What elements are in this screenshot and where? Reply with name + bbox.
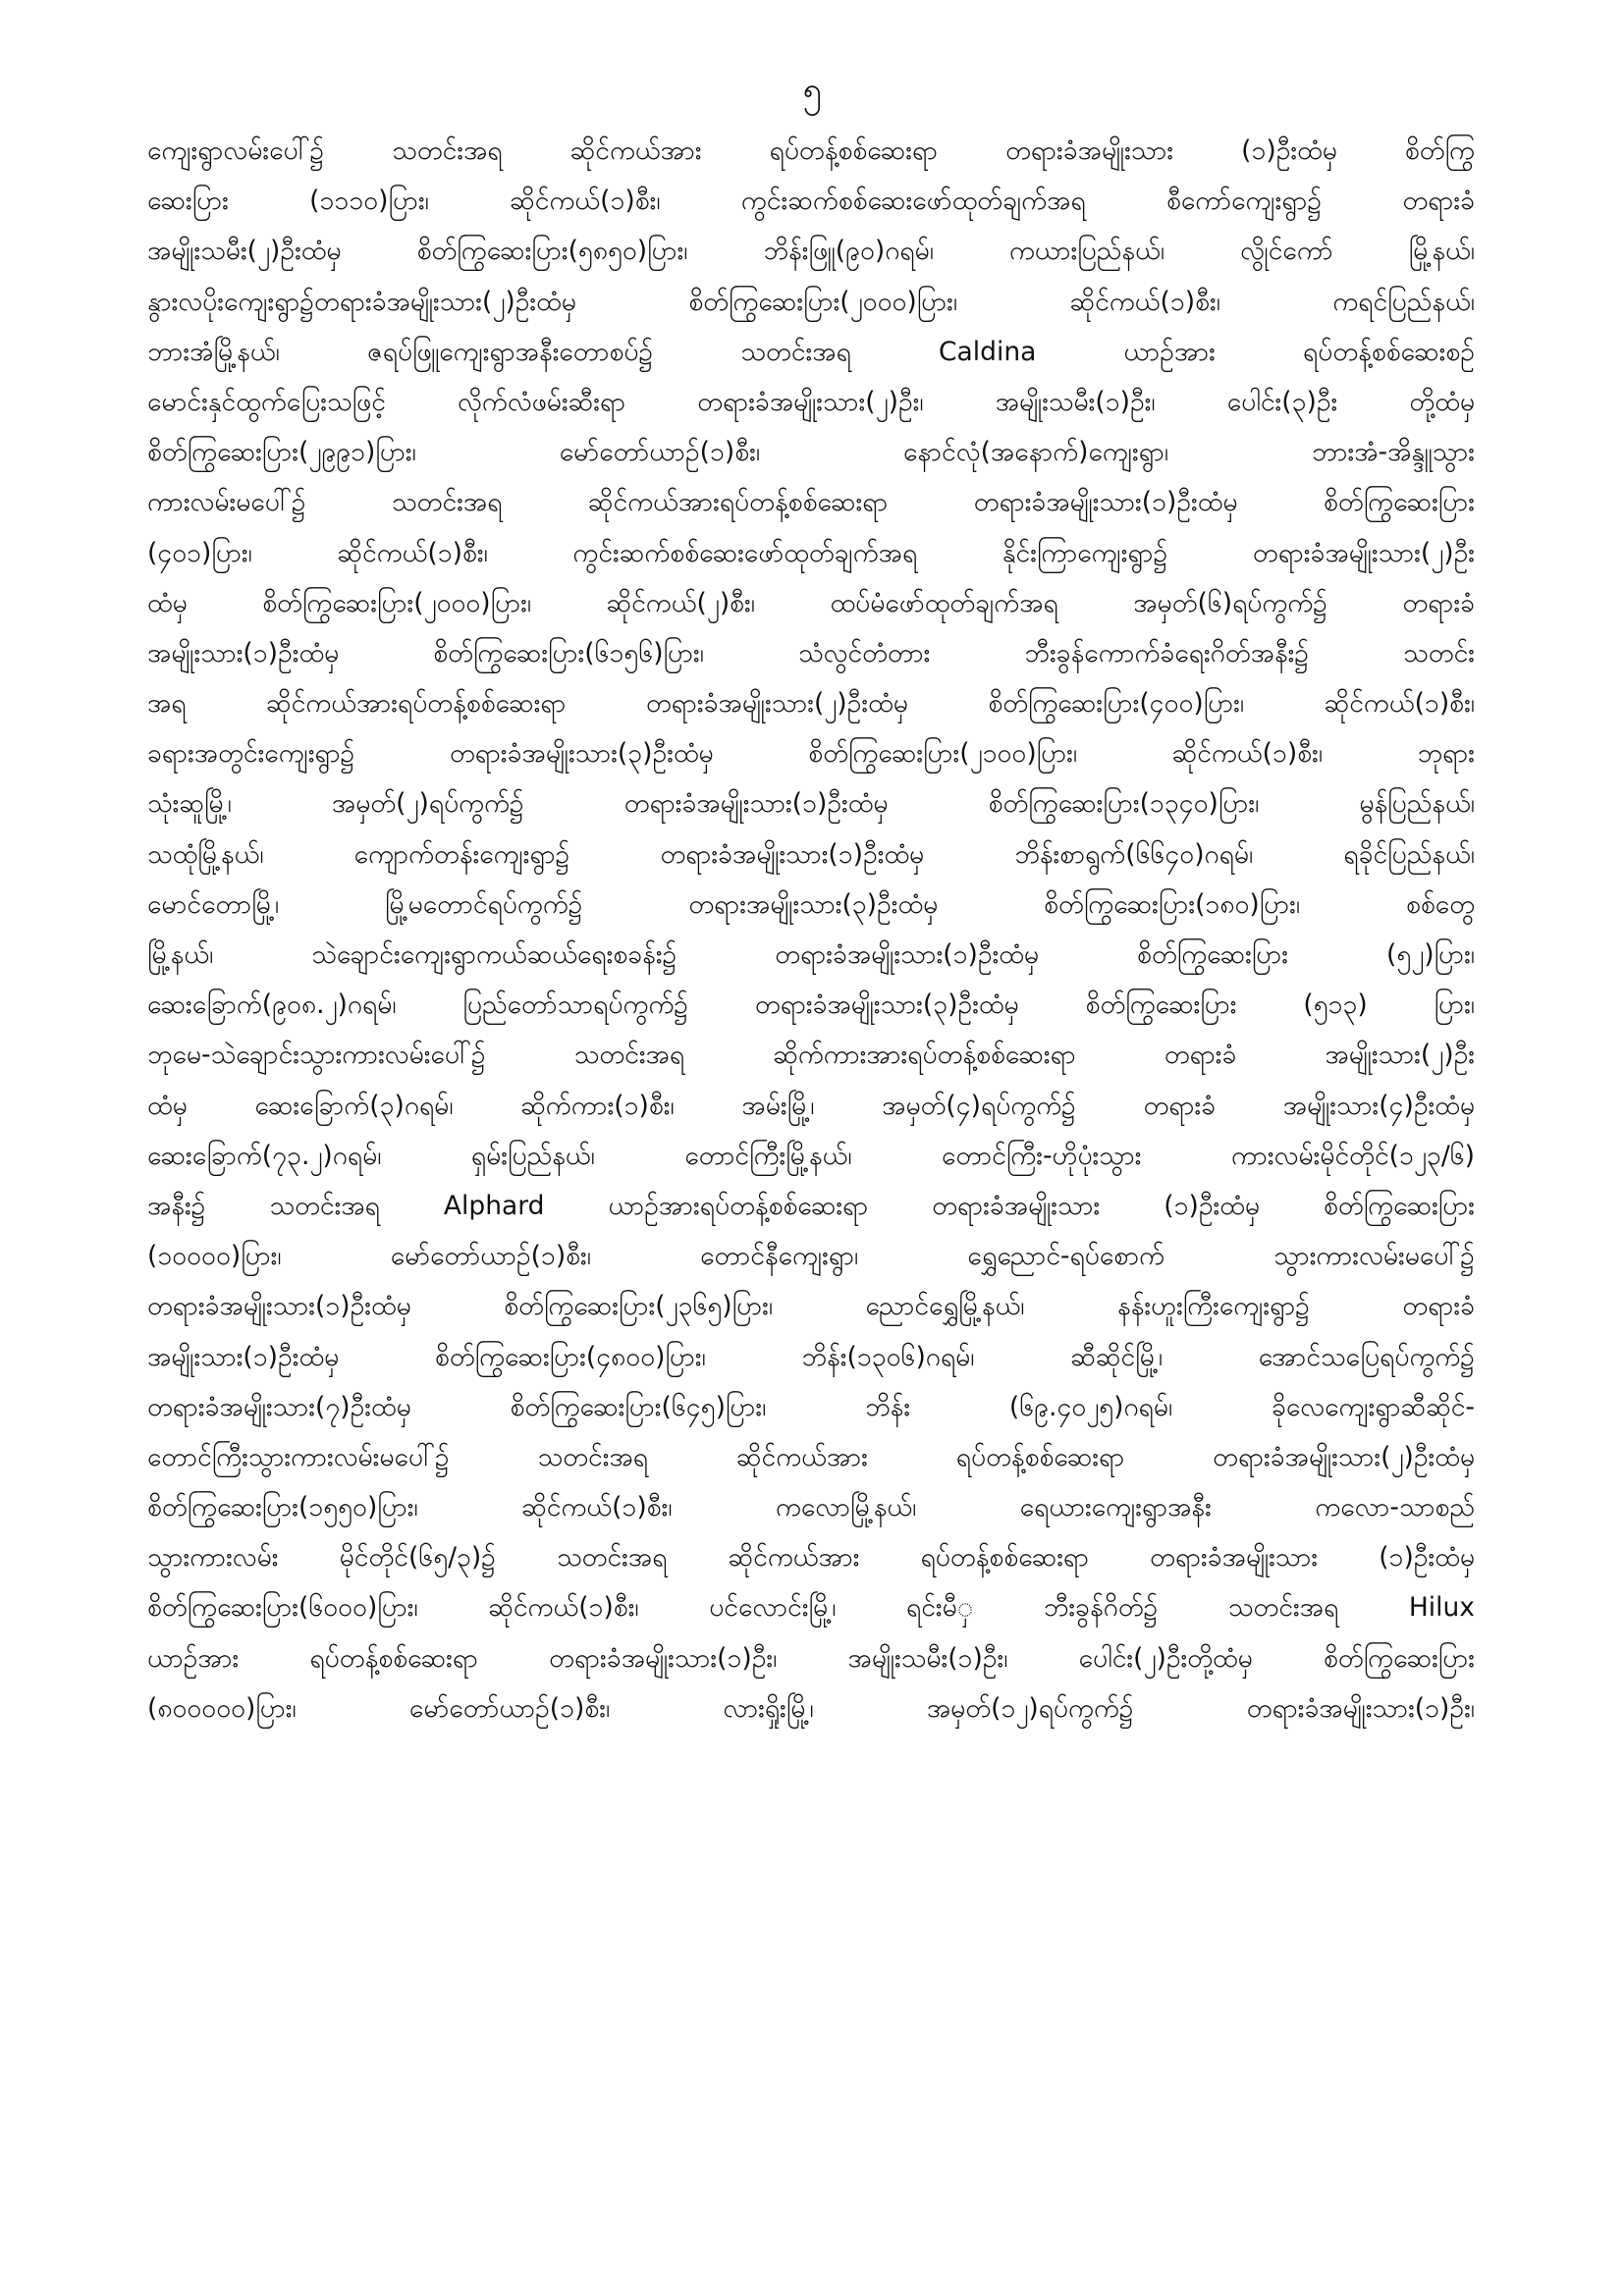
paragraph-line: မောင်းနှင်ထွက်ပြေးသဖြင့် လိုက်လံဖမ်းဆီးရာ တရားခံအမျိုးသား(၂)ဦး၊ အမျိုးသမီး(၁)ဦး၊ ပေါင်း(၃)ဦး တို့ထံမှ — [147, 386, 1475, 417]
paragraph-line: မြို့နယ်၊ သဲချောင်းကျေးရွာကယ်ဆယ်ရေးစခန်း၌ တရားခံအမျိုးသား(၁)ဦးထံမှ စိတ်ကြွဆေးပြား (၅၂)ပြား၊ — [147, 939, 1475, 970]
paragraph-line: (၈၀၀၀၀၀)ပြား၊ မော်တော်ယာဉ်(၁)စီး၊ လားရှိုးမြို့၊ အမှတ်(၁၂)ရပ်ကွက်၌ တရားခံအမျိုးသား(၁)ဦး၊ — [147, 1692, 1475, 1724]
paragraph-line: ကားလမ်းမပေါ်၌ သတင်းအရ ဆိုင်ကယ်အားရပ်တန့်စစ်ဆေးရာ တရားခံအမျိုးသား(၁)ဦးထံမှ စိတ်ကြွဆေးပြား — [147, 487, 1475, 518]
paragraph-line: ဆေးပြား (၁၁၁၀)ပြား၊ ဆိုင်ကယ်(၁)စီး၊ ကွင်းဆက်စစ်ဆေးဖော်ထုတ်ချက်အရ စီကော်ကျေးရွာ၌ တရားခံ — [147, 186, 1475, 217]
paragraph-line: အမျိုးသား(၁)ဦးထံမှ စိတ်ကြွဆေးပြား(၆၁၅၆)ပြား၊ သံလွင်တံတား ဘီးခွန်ကောက်ခံရေးဂိတ်အနီး၌ သတင်း — [147, 637, 1475, 668]
body-paragraph — [147, 126, 1475, 1734]
paragraph-line: ယာဉ်အား ရပ်တန့်စစ်ဆေးရာ တရားခံအမျိုးသား(၁)ဦး၊ အမျိုးသမီး(၁)ဦး၊ ပေါင်း(၂)ဦးတို့ထံမှ စိတ်ကြွဆေးပြား — [147, 1642, 1475, 1674]
paragraph-line: သုံးဆူမြို့၊ အမှတ်(၂)ရပ်ကွက်၌ တရားခံအမျိုးသား(၁)ဦးထံမှ စိတ်ကြွဆေးပြား(၁၃၄၀)ပြား၊ မွန်ပြည်နယ်၊ — [147, 788, 1475, 820]
paragraph-line: တရားခံအမျိုးသား(၁)ဦးထံမှ စိတ်ကြွဆေးပြား(၂၃၆၅)ပြား၊ ညောင်ရွှေမြို့နယ်၊ နန်းဟူးကြီးကျေးရွာ၌ တရားခံ — [147, 1291, 1475, 1322]
page-number: ၅ — [802, 71, 822, 110]
paragraph-line: ထံမှ စိတ်ကြွဆေးပြား(၂၀၀၀)ပြား၊ ဆိုင်ကယ်(၂)စီး၊ ထပ်မံဖော်ထုတ်ချက်အရ အမှတ်(၆)ရပ်ကွက်၌ တရားခံ — [147, 587, 1475, 618]
paragraph-line: စိတ်ကြွဆေးပြား(၁၅၅၀)ပြား၊ ဆိုင်ကယ်(၁)စီး၊ ကလောမြို့နယ်၊ ရေယားကျေးရွာအနီး ကလော-သာစည် — [147, 1492, 1475, 1523]
paragraph-line: ကျေးရွာလမ်းပေါ်၌ သတင်းအရ ဆိုင်ကယ်အား ရပ်တန့်စစ်ဆေးရာ တရားခံအမျိုးသား (၁)ဦးထံမှ စိတ်ကြွ — [147, 135, 1475, 166]
paragraph-line: (၄၀၁)ပြား၊ ဆိုင်ကယ်(၁)စီး၊ ကွင်းဆက်စစ်ဆေးဖော်ထုတ်ချက်အရ နိုင်းကြာကျေးရွာ၌ တရားခံအမျိုးသား(၂)ဦး — [147, 537, 1475, 568]
paragraph-line: စိတ်ကြွဆေးပြား(၆၀၀၀)ပြား၊ ဆိုင်ကယ်(၁)စီး၊ ပင်လောင်းမြို့၊ ရင်းမီှ ဘီးခွန်ဂိတ်၌ သတင်းအရ Hilux — [147, 1592, 1475, 1624]
paragraph-line: အမျိုးသမီး(၂)ဦးထံမှ စိတ်ကြွဆေးပြား(၅၈၅၀)ပြား၊ ဘိန်းဖြူ(၉၀)ဂရမ်၊ ကယားပြည်နယ်၊ လွိုင်ကော် မြို့နယ်၊ — [147, 236, 1475, 267]
paragraph-line: သွားကားလမ်း မိုင်တိုင်(၆၅/၃)၌ သတင်းအရ ဆိုင်ကယ်အား ရပ်တန့်စစ်ဆေးရာ တရားခံအမျိုးသား (၁)ဦးထံမှ — [147, 1542, 1475, 1574]
paragraph-line: မောင်တောမြို့၊ မြို့မတောင်ရပ်ကွက်၌ တရားအမျိုးသား(၃)ဦးထံမှ စိတ်ကြွဆေးပြား(၁၈၀)ပြား၊ စစ်တွေ — [147, 888, 1475, 920]
paragraph-line: ခရားအတွင်းကျေးရွာ၌ တရားခံအမျိုးသား(၃)ဦးထံမှ စိတ်ကြွဆေးပြား(၂၁၀၀)ပြား၊ ဆိုင်ကယ်(၁)စီး၊ ဘုရား — [147, 738, 1475, 770]
paragraph-line: ထံမှ ဆေးခြောက်(၃)ဂရမ်၊ ဆိုက်ကား(၁)စီး၊ အမ်းမြို့၊ အမှတ်(၄)ရပ်ကွက်၌ တရားခံ အမျိုးသား(၄)ဦးထံမှ — [147, 1090, 1475, 1121]
paragraph-line: ဘုမေ-သဲချောင်းသွားကားလမ်းပေါ်၌ သတင်းအရ ဆိုက်ကားအားရပ်တန့်စစ်ဆေးရာ တရားခံ အမျိုးသား(၂)ဦး — [147, 1040, 1475, 1071]
paragraph-line: စိတ်ကြွဆေးပြား(၂၉၉၁)ပြား၊ မော်တော်ယာဉ်(၁)စီး၊ နောင်လုံ(အနောက်)ကျေးရွာ၊ ဘားအံ-အိန္ဒူသွား — [147, 437, 1475, 468]
paragraph-line: သထုံမြို့နယ်၊ ကျောက်တန်းကျေးရွာ၌ တရားခံအမျိုးသား(၁)ဦးထံမှ ဘိန်းစာရွက်(၆၆၄၀)ဂရမ်၊ ရခိုင်ပြည်နယ်၊ — [147, 838, 1475, 870]
paragraph-line: ဘားအံမြို့နယ်၊ ဇရပ်ဖြူကျေးရွာအနီးတောစပ်၌ သတင်းအရ Caldina ယာဉ်အား ရပ်တန့်စစ်ဆေးစဉ် — [147, 336, 1475, 367]
paragraph-line: အနီး၌ သတင်းအရ Alphard ယာဉ်အားရပ်တန့်စစ်ဆေးရာ တရားခံအမျိုးသား (၁)ဦးထံမှ စိတ်ကြွဆေးပြား — [147, 1190, 1475, 1221]
paragraph-line: အမျိုးသား(၁)ဦးထံမှ စိတ်ကြွဆေးပြား(၄၈၀၀)ပြား၊ ဘိန်း(၁၃၀၆)ဂရမ်၊ ဆီဆိုင်မြို့၊ အောင်သပြေရပ်ကွက်၌ — [147, 1341, 1475, 1372]
paragraph-line: တောင်ကြီးသွားကားလမ်းမပေါ်၌ သတင်းအရ ဆိုင်ကယ်အား ရပ်တန့်စစ်ဆေးရာ တရားခံအမျိုးသား(၂)ဦးထံမှ — [147, 1441, 1475, 1472]
paragraph-line: တရားခံအမျိုးသား(၇)ဦးထံမှ စိတ်ကြွဆေးပြား(၆၄၅)ပြား၊ ဘိန်း (၆၉.၄၀၂၅)ဂရမ်၊ ခိုလေကျေးရွာဆီဆိုင်- — [147, 1391, 1475, 1422]
paragraph-line: နွားလပိုးကျေးရွာ၌တရားခံအမျိုးသား(၂)ဦးထံမှ စိတ်ကြွဆေးပြား(၂၀၀၀)ပြား၊ ဆိုင်ကယ်(၁)စီး၊ ကရင်ပြည်နယ်၊ — [147, 286, 1475, 317]
paragraph-line: ဆေးခြောက်(၉၀၈.၂)ဂရမ်၊ ပြည်တော်သာရပ်ကွက်၌ တရားခံအမျိုးသား(၃)ဦးထံမှ စိတ်ကြွဆေးပြား (၅၁၃) ပြား၊ — [147, 989, 1475, 1021]
paragraph-line: ဆေးခြောက်(၇၃.၂)ဂရမ်၊ ရှမ်းပြည်နယ်၊ တောင်ကြီးမြို့နယ်၊ တောင်ကြီး-ဟိုပုံးသွား ကားလမ်းမိုင်တိုင်(၁၂၃/၆) — [147, 1140, 1475, 1171]
paragraph-line: (၁၀၀၀၀)ပြား၊ မော်တော်ယာဉ်(၁)စီး၊ တောင်နီကျေးရွာ၊ ရွှေညောင်-ရပ်စောက် သွားကားလမ်းမပေါ်၌ — [147, 1241, 1475, 1272]
paragraph-line: အရ ဆိုင်ကယ်အားရပ်တန့်စစ်ဆေးရာ တရားခံအမျိုးသား(၂)ဦးထံမှ စိတ်ကြွဆေးပြား(၄၀၀)ပြား၊ ဆိုင်ကယ်(၁)စီး၊ — [147, 688, 1475, 720]
